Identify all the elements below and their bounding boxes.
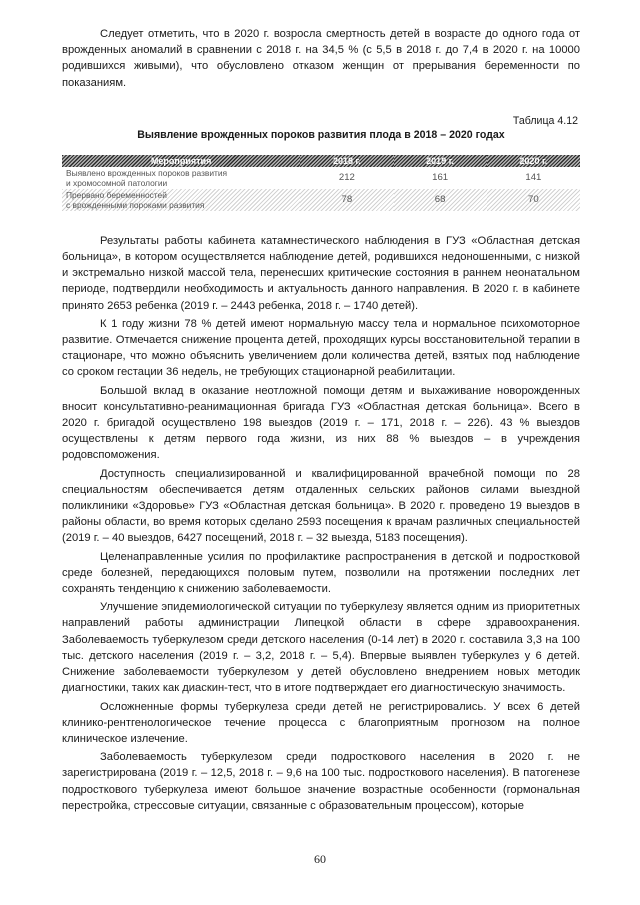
cell-2020: 141 [487, 167, 580, 189]
table-row [62, 167, 580, 189]
cell-2018: 212 [300, 167, 393, 189]
row-label [62, 167, 300, 189]
table-header-row [62, 155, 580, 167]
body-paragraph: Осложненные формы туберкулеза среди детей не регистрировались. У всех 6 детей клинико-рентгенологическое течение процесса с благоприятным прогнозом на полное клиническое излечение. [62, 700, 580, 745]
body-paragraph: Целенаправленные усилия по профилактике распространения в детской и подростковой среде болезней, передающихся половым путем, позволили на протяжении последних лет сохранять тенденцию к снижению заболеваемости. [62, 550, 580, 596]
body-paragraph: Улучшение эпидемиологической ситуации по туберкулезу является одним из приоритетных направлений работы администрации Липецкой области в сфере здравоохранения. Заболеваемость туберкулезом среди детского населения (0-14 лет) в 2020 г. составила 3,3 на 100 тыс. детского населения (2019 г. – 3,2, 2018 г. – 5,4). Впервые выявлен туберкулез у 6 детей. Снижение заболеваемости туберкулезом у детей обусловлено внедрением новых методик диагностики, таких как диаскин-тест, что в итоге подтверждает его диагностическую значимость. [62, 601, 580, 695]
cell-2018: 78 [300, 189, 393, 211]
cell-2019: 161 [394, 167, 487, 189]
body-paragraph: К 1 году жизни 78 % детей имеют нормальную массу тела и нормальное психомоторное развитие. Отмечается снижение процента детей, проходящих курсы восстановительной терапии в стационаре, что можно объяснить увеличением доли количества детей, взятых под наблюдение со сроком гестации 36 недель, не требующих стационарной реабилитации. [62, 317, 580, 379]
table-number: Таблица 4.12 [512, 114, 578, 127]
intro-paragraph: Следует отметить, что в 2020 г. возросла смертность детей в возрасте до одного года от врожденных аномалий в сравнении с 2018 г. на 34,5 % (с 5,5 в 2018 г. до 7,4 в 2020 г. на 10000 родившихся живыми), что обусловлено отказом женщин от прерывания беременности по показаниям. [62, 28, 580, 89]
header-2018: 2018 г. [300, 155, 393, 167]
document-page [62, 26, 580, 814]
page-number: 60 [314, 852, 326, 866]
body-paragraph: Доступность специализированной и квалифицированной врачебной помощи по 28 специальностям обеспечивается детям отдаленных сельских районов силами выездной поликлиники «Здоровье» ГУЗ «Областная детская больница». В 2020 г. проведено 19 выездов в районы области, во время которых сделано 2593 посещения к врачам различных специальностей (2019 г. – 40 выездов, 6427 посещений, 2018 г. – 32 выезда, 5183 посещения). [62, 467, 580, 545]
cell-2019: 68 [394, 189, 487, 211]
body-paragraph: Заболеваемость туберкулезом среди подросткового населения в 2020 г. не зарегистрирована (2019 г. – 12,5, 2018 г. – 9,6 на 100 тыс. подросткового населения). В патогенезе подросткового туберкулеза имеют большое значение возрастные особенности (гормональная перестройка, стрессовые ситуации, связанные с образовательным процессом), которые [62, 751, 580, 812]
table-title: Выявление врожденных пороков развития плода в 2018 – 2020 годах [137, 128, 505, 141]
body-paragraph: Результаты работы кабинета катамнестического наблюдения в ГУЗ «Областная детская больница», в котором осуществляется наблюдение детей, родившихся недоношенными, с низкой и экстремально низкой массой тела, перенесших критические состояния в раннем неонатальном периоде, подтвердили необходимость и актуальность данного направления. В 2020 г. в кабинете принято 2653 ребенка (2019 г. – 2443 ребенка, 2018 г. – 1740 детей). [62, 234, 580, 312]
birth-defects-table [62, 155, 580, 211]
table-row [62, 189, 580, 211]
body-paragraph: Большой вклад в оказание неотложной помощи детям и выхаживание новорожденных вносит консультативно-реанимационная бригада ГУЗ «Областная детская больница». Всего в 2020 г. бригадой осуществлено 198 выездов (2019 г. – 171, 2018 г. – 226). 43 % выездов осуществлены к детям первого года жизни, из них 88 % выездов – в учреждения родовспоможения. [62, 384, 580, 462]
header-measures: Мероприятия [62, 155, 300, 167]
cell-2020: 70 [487, 189, 580, 211]
header-2020: 2020 г. [487, 155, 580, 167]
row-label-line: с врожденными пороками развития [66, 199, 205, 210]
row-label [62, 189, 300, 211]
row-label-line: Выявлено врожденных пороков развития [66, 167, 228, 178]
row-label-line: и хромосомной патологии [66, 177, 168, 188]
row-label-line: Прервано беременностей [66, 189, 167, 200]
header-2019: 2019 г. [394, 155, 487, 167]
